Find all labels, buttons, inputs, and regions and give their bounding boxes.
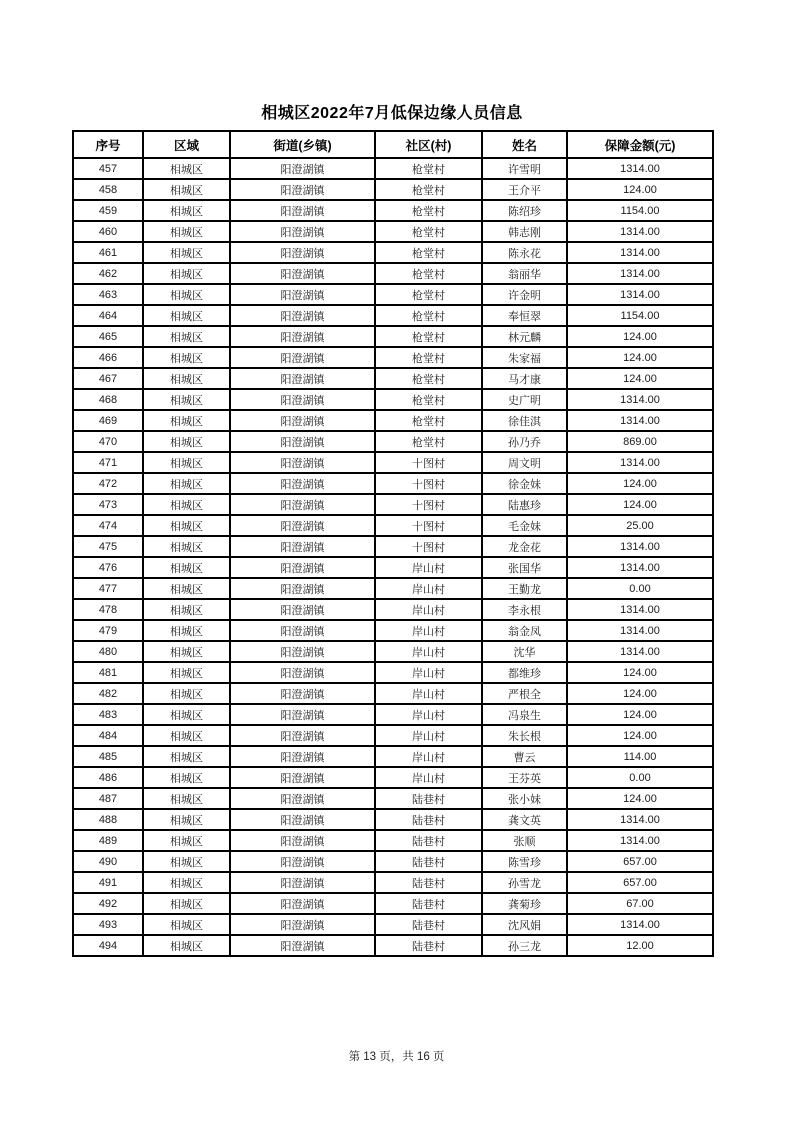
table-row: [73, 851, 713, 872]
table-cell-name: 林元麟: [482, 326, 567, 347]
table-cell-village: 岸山村: [375, 725, 482, 746]
column-header-amount: 保障金额(元): [567, 131, 713, 158]
table-cell-village: 岸山村: [375, 557, 482, 578]
table-cell-town: 阳澄湖镇: [230, 410, 375, 431]
table-cell-region: 相城区: [143, 284, 230, 305]
table-cell-name: 奉恒翠: [482, 305, 567, 326]
table-cell-region: 相城区: [143, 620, 230, 641]
table-cell-index: 458: [73, 179, 143, 200]
table-cell-amount: 1314.00: [567, 263, 713, 284]
table-row: [73, 515, 713, 536]
table-cell-name: 龙金花: [482, 536, 567, 557]
table-row: [73, 809, 713, 830]
table-row: [73, 578, 713, 599]
table-cell-name: 周文明: [482, 452, 567, 473]
table-cell-index: 460: [73, 221, 143, 242]
table-cell-amount: 1314.00: [567, 452, 713, 473]
table-cell-index: 485: [73, 746, 143, 767]
table-cell-name: 毛金妹: [482, 515, 567, 536]
table-row: [73, 431, 713, 452]
table-cell-region: 相城区: [143, 305, 230, 326]
table-cell-town: 阳澄湖镇: [230, 431, 375, 452]
table-cell-town: 阳澄湖镇: [230, 389, 375, 410]
table-cell-index: 467: [73, 368, 143, 389]
table-cell-name: 龚文英: [482, 809, 567, 830]
table-cell-village: 陆巷村: [375, 788, 482, 809]
table-row: [73, 263, 713, 284]
table-cell-region: 相城区: [143, 557, 230, 578]
table-row: [73, 872, 713, 893]
table-row: [73, 305, 713, 326]
table-cell-name: 陈永花: [482, 242, 567, 263]
table-cell-index: 469: [73, 410, 143, 431]
table-row: [73, 746, 713, 767]
table-cell-region: 相城区: [143, 326, 230, 347]
table-body: [73, 158, 713, 956]
table-row: [73, 893, 713, 914]
table-cell-index: 490: [73, 851, 143, 872]
table-cell-index: 466: [73, 347, 143, 368]
table-cell-name: 王勤龙: [482, 578, 567, 599]
table-cell-region: 相城区: [143, 452, 230, 473]
table-cell-town: 阳澄湖镇: [230, 683, 375, 704]
table-cell-amount: 657.00: [567, 872, 713, 893]
table-cell-town: 阳澄湖镇: [230, 536, 375, 557]
table-cell-town: 阳澄湖镇: [230, 620, 375, 641]
table-cell-town: 阳澄湖镇: [230, 788, 375, 809]
table-cell-village: 枪堂村: [375, 326, 482, 347]
table-cell-region: 相城区: [143, 683, 230, 704]
table-cell-amount: 124.00: [567, 326, 713, 347]
document-content: [72, 100, 712, 957]
table-cell-village: 枪堂村: [375, 347, 482, 368]
table-cell-village: 岸山村: [375, 662, 482, 683]
column-header-village: 社区(村): [375, 131, 482, 158]
table-row: [73, 242, 713, 263]
table-cell-index: 459: [73, 200, 143, 221]
table-cell-index: 487: [73, 788, 143, 809]
table-cell-name: 徐金妹: [482, 473, 567, 494]
table-cell-region: 相城区: [143, 578, 230, 599]
table-cell-amount: 1314.00: [567, 389, 713, 410]
table-cell-name: 龚菊珍: [482, 893, 567, 914]
table-cell-amount: 1314.00: [567, 536, 713, 557]
table-cell-name: 徐佳淇: [482, 410, 567, 431]
table-cell-village: 枪堂村: [375, 410, 482, 431]
table-cell-index: 493: [73, 914, 143, 935]
table-cell-town: 阳澄湖镇: [230, 578, 375, 599]
table-cell-town: 阳澄湖镇: [230, 641, 375, 662]
table-cell-region: 相城区: [143, 641, 230, 662]
table-cell-index: 462: [73, 263, 143, 284]
table-cell-region: 相城区: [143, 704, 230, 725]
table-cell-amount: 124.00: [567, 473, 713, 494]
table-cell-amount: 1314.00: [567, 557, 713, 578]
table-cell-index: 481: [73, 662, 143, 683]
table-cell-region: 相城区: [143, 431, 230, 452]
table-cell-name: 韩志刚: [482, 221, 567, 242]
table-cell-name: 张顺: [482, 830, 567, 851]
table-cell-town: 阳澄湖镇: [230, 515, 375, 536]
table-cell-region: 相城区: [143, 809, 230, 830]
table-cell-region: 相城区: [143, 725, 230, 746]
table-cell-region: 相城区: [143, 410, 230, 431]
table-cell-name: 朱长根: [482, 725, 567, 746]
table-cell-index: 457: [73, 158, 143, 179]
table-cell-town: 阳澄湖镇: [230, 767, 375, 788]
table-cell-town: 阳澄湖镇: [230, 809, 375, 830]
table-header: [73, 131, 713, 158]
table-cell-amount: 124.00: [567, 494, 713, 515]
table-cell-town: 阳澄湖镇: [230, 263, 375, 284]
table-cell-index: 464: [73, 305, 143, 326]
table-cell-village: 岸山村: [375, 683, 482, 704]
table-cell-amount: 869.00: [567, 431, 713, 452]
table-row: [73, 788, 713, 809]
table-cell-index: 492: [73, 893, 143, 914]
table-row: [73, 158, 713, 179]
table-cell-village: 枪堂村: [375, 368, 482, 389]
table-cell-region: 相城区: [143, 599, 230, 620]
table-cell-village: 陆巷村: [375, 851, 482, 872]
table-cell-amount: 124.00: [567, 788, 713, 809]
table-row: [73, 599, 713, 620]
table-cell-name: 陆惠珍: [482, 494, 567, 515]
table-row: [73, 410, 713, 431]
table-cell-amount: 124.00: [567, 368, 713, 389]
table-cell-town: 阳澄湖镇: [230, 704, 375, 725]
table-cell-region: 相城区: [143, 179, 230, 200]
table-cell-town: 阳澄湖镇: [230, 284, 375, 305]
table-cell-index: 489: [73, 830, 143, 851]
table-cell-region: 相城区: [143, 347, 230, 368]
table-cell-amount: 124.00: [567, 347, 713, 368]
benefits-table: [72, 130, 714, 957]
table-cell-village: 枪堂村: [375, 242, 482, 263]
table-cell-region: 相城区: [143, 263, 230, 284]
table-cell-town: 阳澄湖镇: [230, 326, 375, 347]
table-cell-amount: 1314.00: [567, 284, 713, 305]
table-cell-town: 阳澄湖镇: [230, 914, 375, 935]
table-cell-name: 都维珍: [482, 662, 567, 683]
table-cell-town: 阳澄湖镇: [230, 725, 375, 746]
table-cell-name: 许雪明: [482, 158, 567, 179]
table-row: [73, 452, 713, 473]
page-title: 相城区2022年7月低保边缘人员信息: [261, 105, 523, 122]
table-cell-village: 十图村: [375, 536, 482, 557]
table-cell-index: 468: [73, 389, 143, 410]
table-cell-index: 482: [73, 683, 143, 704]
table-cell-village: 枪堂村: [375, 221, 482, 242]
table-cell-town: 阳澄湖镇: [230, 494, 375, 515]
table-cell-village: 陆巷村: [375, 914, 482, 935]
table-cell-name: 严根全: [482, 683, 567, 704]
table-cell-index: 470: [73, 431, 143, 452]
table-cell-index: 477: [73, 578, 143, 599]
table-cell-amount: 0.00: [567, 578, 713, 599]
table-cell-town: 阳澄湖镇: [230, 851, 375, 872]
table-cell-region: 相城区: [143, 872, 230, 893]
table-cell-town: 阳澄湖镇: [230, 746, 375, 767]
table-cell-region: 相城区: [143, 515, 230, 536]
table-cell-town: 阳澄湖镇: [230, 452, 375, 473]
table-cell-region: 相城区: [143, 158, 230, 179]
table-cell-amount: 25.00: [567, 515, 713, 536]
table-cell-region: 相城区: [143, 368, 230, 389]
table-row: [73, 347, 713, 368]
table-cell-region: 相城区: [143, 746, 230, 767]
table-cell-name: 李永根: [482, 599, 567, 620]
table-cell-index: 486: [73, 767, 143, 788]
table-cell-amount: 1314.00: [567, 242, 713, 263]
table-cell-index: 491: [73, 872, 143, 893]
table-cell-region: 相城区: [143, 242, 230, 263]
table-row: [73, 326, 713, 347]
table-cell-name: 冯泉生: [482, 704, 567, 725]
table-row: [73, 683, 713, 704]
table-cell-index: 474: [73, 515, 143, 536]
table-cell-index: 476: [73, 557, 143, 578]
table-cell-index: 472: [73, 473, 143, 494]
table-row: [73, 536, 713, 557]
table-cell-amount: 657.00: [567, 851, 713, 872]
table-cell-region: 相城区: [143, 389, 230, 410]
table-cell-region: 相城区: [143, 788, 230, 809]
table-cell-index: 478: [73, 599, 143, 620]
table-cell-village: 枪堂村: [375, 431, 482, 452]
table-row: [73, 389, 713, 410]
table-row: [73, 830, 713, 851]
table-cell-village: 岸山村: [375, 599, 482, 620]
table-cell-index: 480: [73, 641, 143, 662]
table-row: [73, 620, 713, 641]
table-cell-index: 471: [73, 452, 143, 473]
table-cell-name: 孙三龙: [482, 935, 567, 956]
table-cell-name: 朱家福: [482, 347, 567, 368]
table-cell-name: 陈绍珍: [482, 200, 567, 221]
table-row: [73, 494, 713, 515]
table-cell-town: 阳澄湖镇: [230, 305, 375, 326]
table-cell-index: 484: [73, 725, 143, 746]
table-cell-name: 沈华: [482, 641, 567, 662]
table-cell-village: 岸山村: [375, 620, 482, 641]
table-cell-amount: 1314.00: [567, 809, 713, 830]
table-cell-village: 枪堂村: [375, 158, 482, 179]
table-cell-index: 488: [73, 809, 143, 830]
table-cell-village: 枪堂村: [375, 305, 482, 326]
table-row: [73, 368, 713, 389]
table-row: [73, 767, 713, 788]
table-cell-village: 岸山村: [375, 578, 482, 599]
table-cell-index: 463: [73, 284, 143, 305]
table-cell-amount: 1314.00: [567, 830, 713, 851]
table-cell-town: 阳澄湖镇: [230, 179, 375, 200]
table-cell-town: 阳澄湖镇: [230, 893, 375, 914]
table-row: [73, 914, 713, 935]
table-row: [73, 473, 713, 494]
table-cell-village: 陆巷村: [375, 893, 482, 914]
table-cell-town: 阳澄湖镇: [230, 158, 375, 179]
table-cell-village: 岸山村: [375, 767, 482, 788]
table-cell-amount: 0.00: [567, 767, 713, 788]
table-cell-amount: 124.00: [567, 683, 713, 704]
table-cell-name: 张小妹: [482, 788, 567, 809]
table-cell-town: 阳澄湖镇: [230, 599, 375, 620]
table-cell-name: 许金明: [482, 284, 567, 305]
table-cell-village: 枪堂村: [375, 284, 482, 305]
table-cell-village: 岸山村: [375, 746, 482, 767]
table-cell-region: 相城区: [143, 473, 230, 494]
table-cell-index: 475: [73, 536, 143, 557]
table-row: [73, 284, 713, 305]
table-cell-name: 陈雪珍: [482, 851, 567, 872]
table-cell-village: 十图村: [375, 494, 482, 515]
table-cell-name: 王介平: [482, 179, 567, 200]
table-cell-name: 王芬英: [482, 767, 567, 788]
table-cell-town: 阳澄湖镇: [230, 221, 375, 242]
table-cell-amount: 1314.00: [567, 221, 713, 242]
table-row: [73, 641, 713, 662]
table-cell-amount: 1154.00: [567, 200, 713, 221]
table-cell-village: 岸山村: [375, 704, 482, 725]
table-cell-amount: 1314.00: [567, 410, 713, 431]
table-cell-index: 465: [73, 326, 143, 347]
table-cell-region: 相城区: [143, 851, 230, 872]
table-cell-amount: 124.00: [567, 725, 713, 746]
table-cell-region: 相城区: [143, 935, 230, 956]
table-cell-village: 十图村: [375, 473, 482, 494]
table-cell-name: 孙乃乔: [482, 431, 567, 452]
table-cell-town: 阳澄湖镇: [230, 347, 375, 368]
table-row: [73, 200, 713, 221]
table-cell-amount: 124.00: [567, 662, 713, 683]
table-cell-village: 岸山村: [375, 641, 482, 662]
table-cell-name: 曹云: [482, 746, 567, 767]
table-cell-region: 相城区: [143, 914, 230, 935]
table-cell-village: 陆巷村: [375, 872, 482, 893]
table-cell-village: 陆巷村: [375, 830, 482, 851]
table-cell-region: 相城区: [143, 662, 230, 683]
table-cell-village: 枪堂村: [375, 389, 482, 410]
table-cell-index: 473: [73, 494, 143, 515]
table-cell-town: 阳澄湖镇: [230, 557, 375, 578]
page-number: 第 13 页，共 16 页: [348, 1051, 445, 1063]
table-row: [73, 662, 713, 683]
table-cell-village: 枪堂村: [375, 179, 482, 200]
table-cell-index: 483: [73, 704, 143, 725]
table-cell-name: 翁丽华: [482, 263, 567, 284]
table-row: [73, 725, 713, 746]
table-cell-village: 十图村: [375, 452, 482, 473]
table-cell-town: 阳澄湖镇: [230, 830, 375, 851]
table-cell-amount: 1154.00: [567, 305, 713, 326]
table-cell-amount: 124.00: [567, 704, 713, 725]
table-cell-amount: 1314.00: [567, 599, 713, 620]
table-cell-region: 相城区: [143, 536, 230, 557]
column-header-region: 区域: [143, 131, 230, 158]
table-cell-amount: 1314.00: [567, 641, 713, 662]
table-cell-index: 479: [73, 620, 143, 641]
table-cell-name: 沈风娟: [482, 914, 567, 935]
table-cell-village: 陆巷村: [375, 809, 482, 830]
table-cell-name: 孙雪龙: [482, 872, 567, 893]
table-cell-village: 枪堂村: [375, 200, 482, 221]
table-cell-amount: 114.00: [567, 746, 713, 767]
column-header-name: 姓名: [482, 131, 567, 158]
table-row: [73, 221, 713, 242]
table-cell-town: 阳澄湖镇: [230, 242, 375, 263]
table-row: [73, 179, 713, 200]
table-cell-name: 马才康: [482, 368, 567, 389]
column-header-town: 街道(乡镇): [230, 131, 375, 158]
table-cell-village: 十图村: [375, 515, 482, 536]
table-header-row: [73, 131, 713, 158]
table-cell-index: 494: [73, 935, 143, 956]
table-cell-village: 陆巷村: [375, 935, 482, 956]
table-cell-index: 461: [73, 242, 143, 263]
table-cell-town: 阳澄湖镇: [230, 935, 375, 956]
table-cell-region: 相城区: [143, 200, 230, 221]
table-cell-region: 相城区: [143, 494, 230, 515]
table-cell-name: 史广明: [482, 389, 567, 410]
table-cell-town: 阳澄湖镇: [230, 872, 375, 893]
table-cell-amount: 12.00: [567, 935, 713, 956]
table-cell-town: 阳澄湖镇: [230, 368, 375, 389]
table-cell-region: 相城区: [143, 221, 230, 242]
table-cell-region: 相城区: [143, 893, 230, 914]
table-cell-amount: 1314.00: [567, 158, 713, 179]
table-cell-region: 相城区: [143, 830, 230, 851]
table-row: [73, 557, 713, 578]
table-cell-village: 枪堂村: [375, 263, 482, 284]
table-cell-region: 相城区: [143, 767, 230, 788]
table-cell-amount: 1314.00: [567, 914, 713, 935]
table-cell-town: 阳澄湖镇: [230, 473, 375, 494]
table-cell-amount: 1314.00: [567, 620, 713, 641]
table-cell-amount: 67.00: [567, 893, 713, 914]
table-cell-name: 张国华: [482, 557, 567, 578]
table-cell-name: 翁金凤: [482, 620, 567, 641]
table-cell-amount: 124.00: [567, 179, 713, 200]
column-header-index: 序号: [73, 131, 143, 158]
table-cell-town: 阳澄湖镇: [230, 200, 375, 221]
table-row: [73, 704, 713, 725]
table-cell-town: 阳澄湖镇: [230, 662, 375, 683]
table-row: [73, 935, 713, 956]
